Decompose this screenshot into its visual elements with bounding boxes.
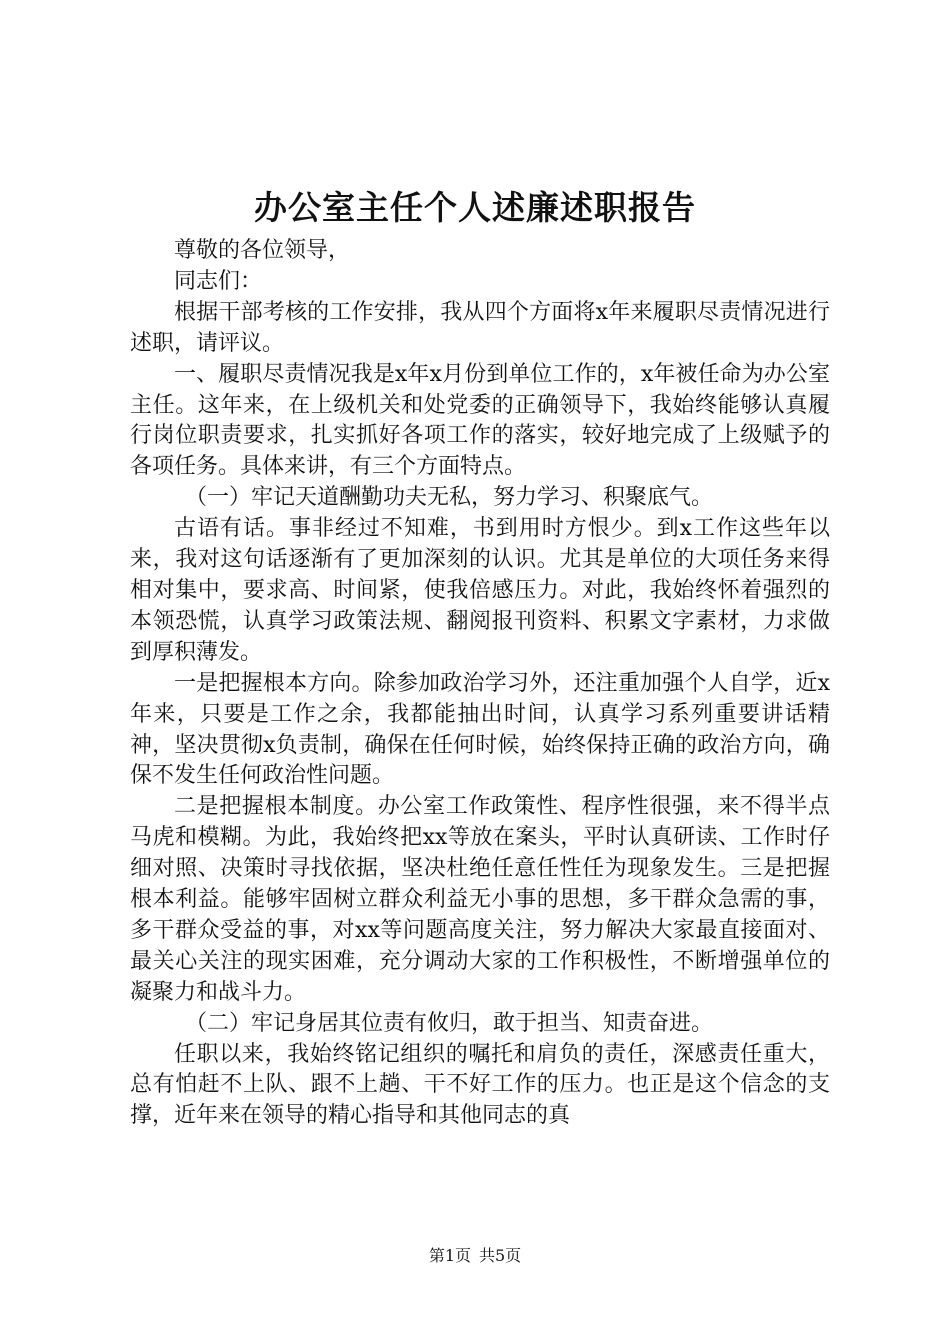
body-paragraph: 一是把握根本方向。除参加政治学习外，还注重加强个人自学，近x年来，只要是工作之余，我都能抽出时间，认真学习系列重要讲话精神，坚决贯彻x负责制，确保在任何时候，始终保持正确的政治方向，确保不发生任何政治性问题。 [130,670,830,789]
section-heading: （二）牢记身居其位责有攸归，敢于担当、知责奋进。 [185,1010,714,1036]
section-heading: （一）牢记天道酬勤功夫无私，努力学习、积聚底气。 [185,485,714,511]
page-footer [0,1245,950,1267]
salutation-line: 尊敬的各位领导， [174,238,351,263]
page-number: 第1页 [428,1246,471,1265]
body-paragraph: 古语有话。事非经过不知难，书到用时方恨少。到x工作这些年以来，我对这句话逐渐有了更加深刻的认识。尤其是单位的大项任务来得相对集中，要求高、时间紧，使我倍感压力。对此，我始终怀着强烈的本领恐慌，认真学习政策法规、翻阅报刊资料、积累文字素材，力求做到厚积薄发。 [130,516,830,665]
document-title: 办公室主任个人述廉述职报告 [254,188,696,227]
document-body [130,236,830,1132]
page-total: 共5页 [479,1246,522,1265]
body-paragraph: 任职以来，我始终铭记组织的嘱托和肩负的责任，深感责任重大，总有怕赶不上队、跟不上趟、干不好工作的压力。也正是这个信念的支撑，近年来在领导的精心指导和其他同志的真 [130,1041,830,1129]
body-paragraph: 根据干部考核的工作安排，我从四个方面将x年来履职尽责情况进行述职，请评议。 [130,299,830,356]
salutation-line: 同志们： [174,268,263,294]
body-paragraph: 二是把握根本制度。办公室工作政策性、程序性很强，来不得半点马虎和模糊。为此，我始终把xx等放在案头，平时认真研读、工作时仔细对照、决策时寻找依据，坚决杜绝任意任性任为现象发生。三是把握根本利益。能够牢固树立群众利益无小事的思想，多干群众急需的事，多干群众受益的事，对xx等问题高度关注，努力解决大家最直接面对、最关心关注的现实困难，充分调动大家的工作积极性，不断增强单位的凝聚力和战斗力。 [130,794,830,1005]
body-paragraph: 一、履职尽责情况我是x年x月份到单位工作的，x年被任命为办公室主任。这年来，在上级机关和处党委的正确领导下，我始终能够认真履行岗位职责要求，扎实抓好各项工作的落实，较好地完成了上级赋予的各项任务。具体来讲，有三个方面特点。 [130,361,830,480]
